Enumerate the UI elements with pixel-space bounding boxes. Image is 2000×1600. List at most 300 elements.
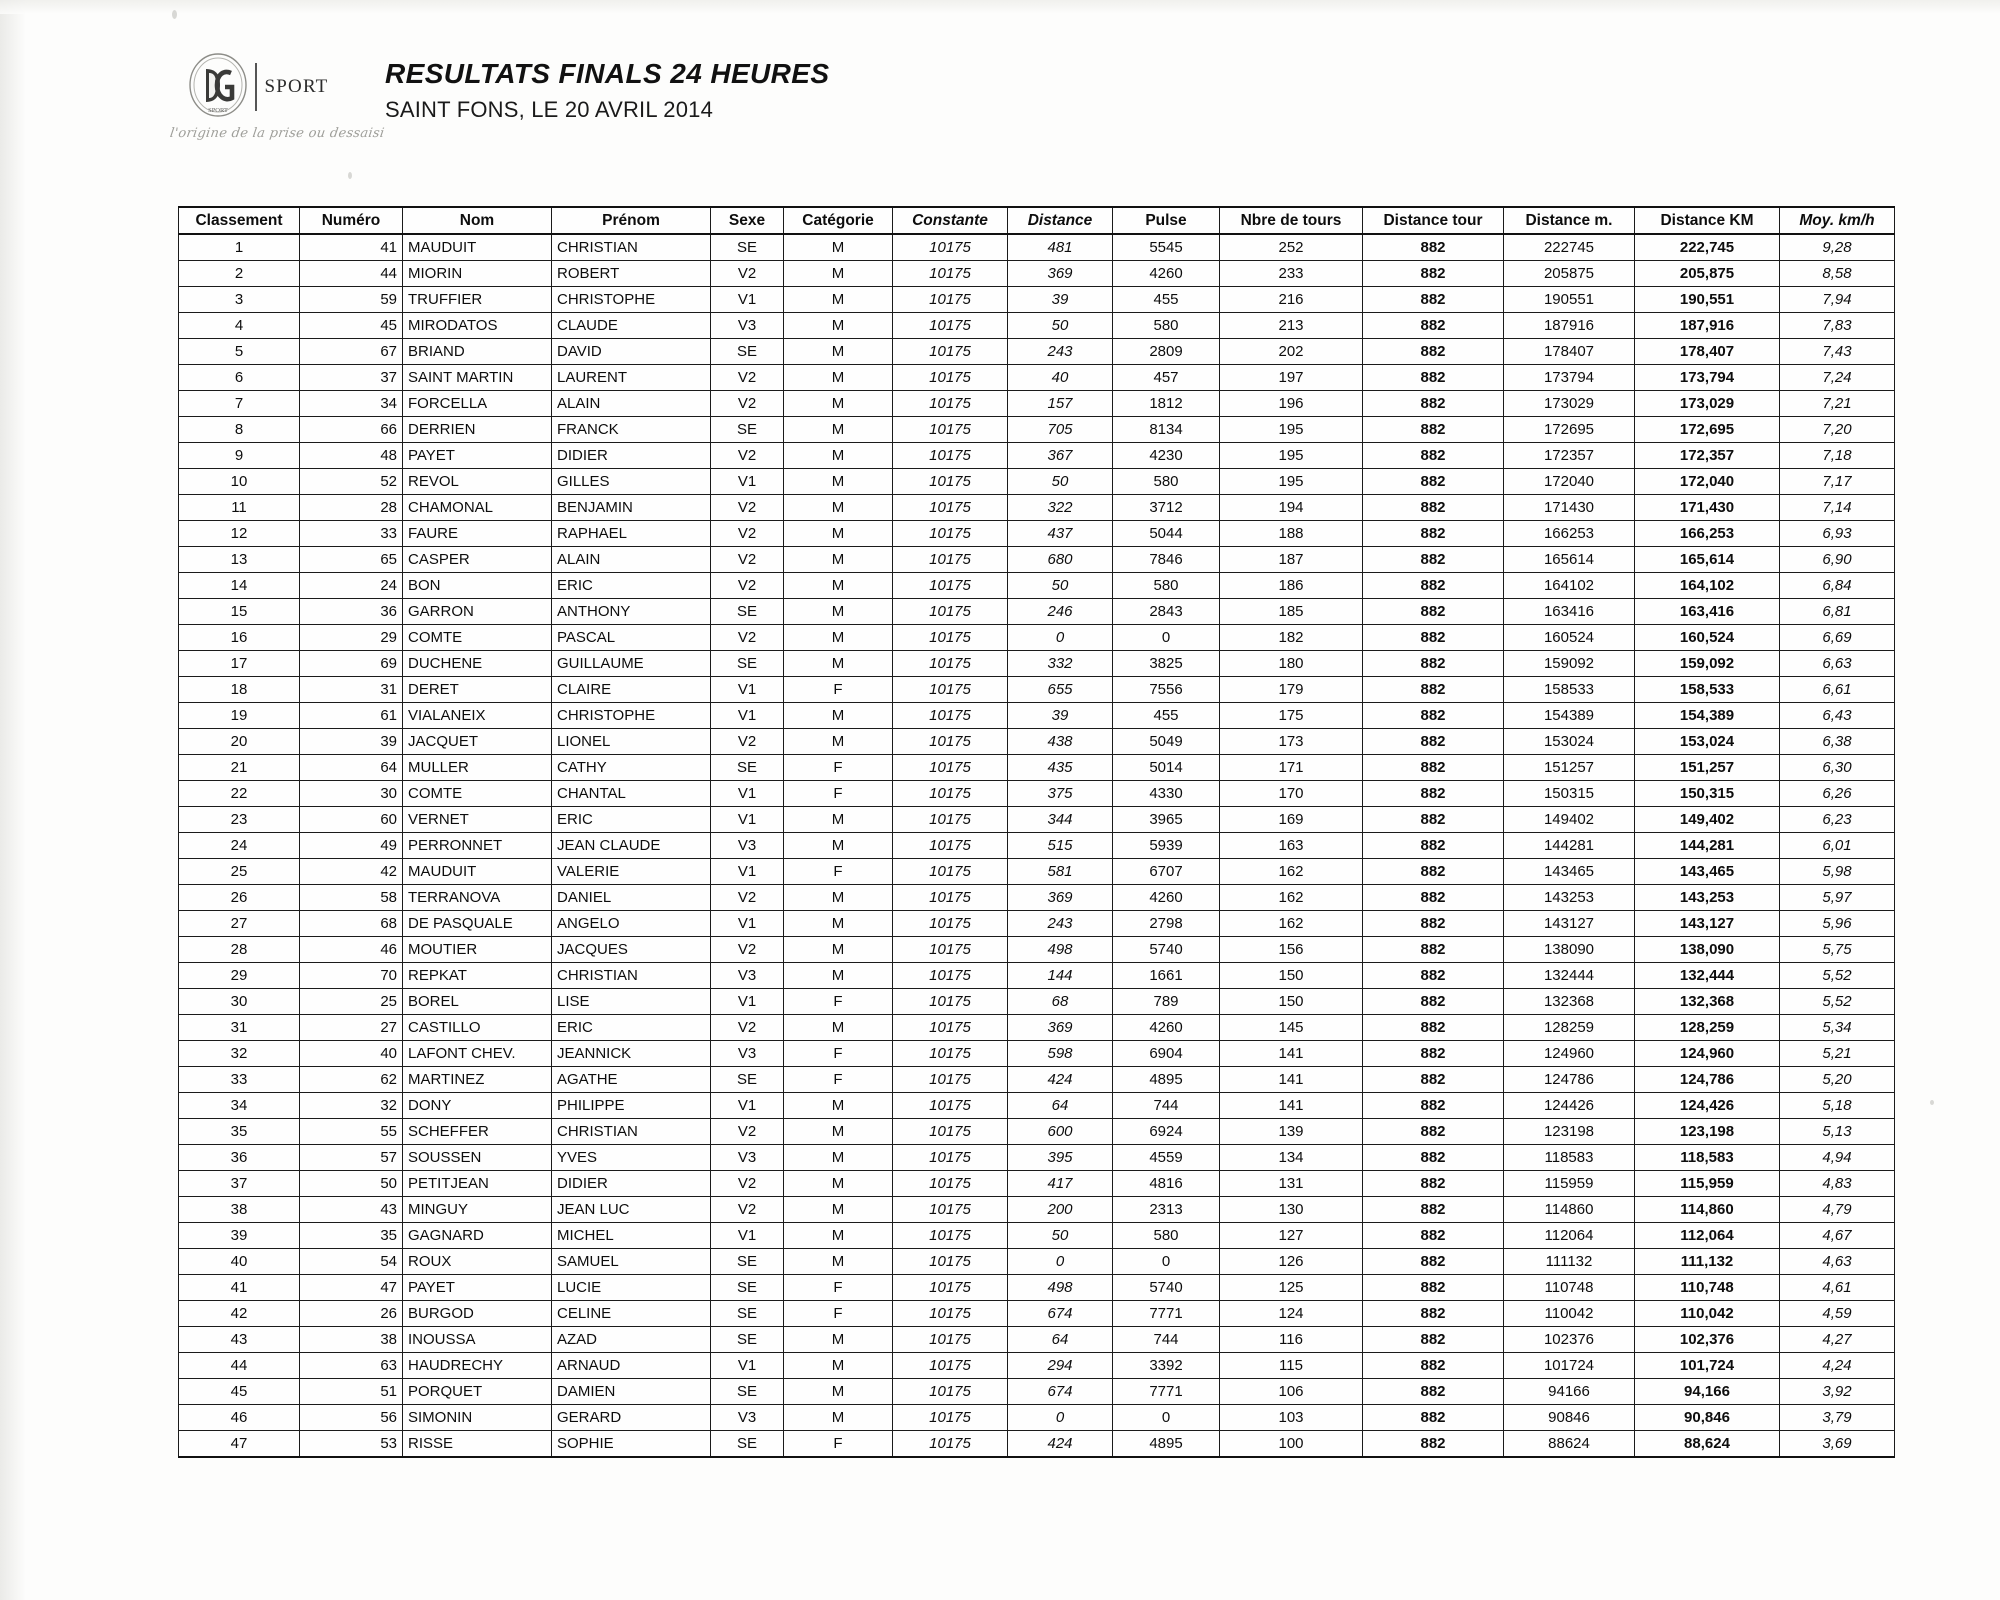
cell-distance-tour: 882: [1363, 1431, 1504, 1458]
cell-distance-km: 124,426: [1635, 1093, 1780, 1119]
column-header-sexe: Sexe: [711, 207, 784, 234]
cell-distance-tour: 882: [1363, 261, 1504, 287]
cell-pulse: 4330: [1113, 781, 1220, 807]
cell-pulse: 8134: [1113, 417, 1220, 443]
table-row: [179, 287, 1895, 313]
cell-classement: 10: [179, 469, 300, 495]
cell-distance-km: 150,315: [1635, 781, 1780, 807]
table-row: [179, 495, 1895, 521]
cell-nbre-de-tours: 170: [1220, 781, 1363, 807]
cell-nom: COMTE: [403, 625, 552, 651]
cell-classement: 28: [179, 937, 300, 963]
cell-prenom: ALAIN: [552, 391, 711, 417]
cell-distance-km: 173,029: [1635, 391, 1780, 417]
cell-distance: 598: [1008, 1041, 1113, 1067]
cell-nom: MAUDUIT: [403, 859, 552, 885]
cell-constante: 10175: [893, 1197, 1008, 1223]
cell-distance-km: 138,090: [1635, 937, 1780, 963]
cell-distance-km: 143,253: [1635, 885, 1780, 911]
cell-distance-km: 143,127: [1635, 911, 1780, 937]
table-row: [179, 417, 1895, 443]
cell-prenom: ARNAUD: [552, 1353, 711, 1379]
cell-prenom: DIDIER: [552, 1171, 711, 1197]
cell-categorie: M: [784, 885, 893, 911]
cell-pulse: 4260: [1113, 1015, 1220, 1041]
cell-distance: 438: [1008, 729, 1113, 755]
cell-constante: 10175: [893, 911, 1008, 937]
cell-pulse: 0: [1113, 625, 1220, 651]
table-row: [179, 729, 1895, 755]
cell-numero: 29: [300, 625, 403, 651]
cell-distance: 417: [1008, 1171, 1113, 1197]
table-body: [179, 234, 1895, 1457]
cell-numero: 45: [300, 313, 403, 339]
cell-constante: 10175: [893, 1327, 1008, 1353]
cell-nbre-de-tours: 145: [1220, 1015, 1363, 1041]
cell-distance-km: 171,430: [1635, 495, 1780, 521]
cell-categorie: M: [784, 521, 893, 547]
cell-sexe: V2: [711, 1171, 784, 1197]
cell-pulse: 744: [1113, 1093, 1220, 1119]
cell-constante: 10175: [893, 1249, 1008, 1275]
cell-pulse: 789: [1113, 989, 1220, 1015]
cell-sexe: V2: [711, 1119, 784, 1145]
cell-constante: 10175: [893, 521, 1008, 547]
cell-categorie: M: [784, 287, 893, 313]
cell-classement: 37: [179, 1171, 300, 1197]
cell-distance-m: 88624: [1504, 1431, 1635, 1458]
cell-constante: 10175: [893, 625, 1008, 651]
cell-moy-kmh: 7,20: [1780, 417, 1895, 443]
cell-distance-km: 94,166: [1635, 1379, 1780, 1405]
cell-prenom: PHILIPPE: [552, 1093, 711, 1119]
cell-nbre-de-tours: 162: [1220, 911, 1363, 937]
cell-classement: 8: [179, 417, 300, 443]
cell-nbre-de-tours: 163: [1220, 833, 1363, 859]
cell-distance-m: 166253: [1504, 521, 1635, 547]
cell-distance-km: 190,551: [1635, 287, 1780, 313]
cell-constante: 10175: [893, 313, 1008, 339]
cell-classement: 38: [179, 1197, 300, 1223]
cell-prenom: CHRISTOPHE: [552, 287, 711, 313]
cell-sexe: V2: [711, 521, 784, 547]
cell-moy-kmh: 6,81: [1780, 599, 1895, 625]
cell-prenom: ALAIN: [552, 547, 711, 573]
cell-distance-m: 171430: [1504, 495, 1635, 521]
cell-distance: 395: [1008, 1145, 1113, 1171]
cell-sexe: V3: [711, 313, 784, 339]
cell-distance: 50: [1008, 1223, 1113, 1249]
cell-constante: 10175: [893, 781, 1008, 807]
cell-distance-m: 124426: [1504, 1093, 1635, 1119]
cell-nom: VIALANEIX: [403, 703, 552, 729]
cell-classement: 7: [179, 391, 300, 417]
cell-prenom: JEAN CLAUDE: [552, 833, 711, 859]
cell-sexe: V2: [711, 1197, 784, 1223]
cell-categorie: F: [784, 781, 893, 807]
cell-pulse: 5939: [1113, 833, 1220, 859]
cell-pulse: 4260: [1113, 885, 1220, 911]
cell-nom: CASPER: [403, 547, 552, 573]
cell-categorie: M: [784, 391, 893, 417]
cell-distance-km: 158,533: [1635, 677, 1780, 703]
cell-prenom: AZAD: [552, 1327, 711, 1353]
cell-distance-km: 101,724: [1635, 1353, 1780, 1379]
cell-distance-m: 172040: [1504, 469, 1635, 495]
cell-numero: 39: [300, 729, 403, 755]
cell-pulse: 5044: [1113, 521, 1220, 547]
cell-prenom: GERARD: [552, 1405, 711, 1431]
cell-constante: 10175: [893, 573, 1008, 599]
cell-pulse: 7771: [1113, 1379, 1220, 1405]
cell-distance-m: 143253: [1504, 885, 1635, 911]
cell-categorie: F: [784, 1041, 893, 1067]
cell-classement: 47: [179, 1431, 300, 1458]
cell-moy-kmh: 6,38: [1780, 729, 1895, 755]
table-row: [179, 859, 1895, 885]
cell-sexe: V2: [711, 365, 784, 391]
cell-nom: MULLER: [403, 755, 552, 781]
cell-classement: 44: [179, 1353, 300, 1379]
table-row: [179, 1353, 1895, 1379]
cell-distance: 243: [1008, 911, 1113, 937]
cell-distance-km: 205,875: [1635, 261, 1780, 287]
cell-nbre-de-tours: 195: [1220, 469, 1363, 495]
cell-numero: 33: [300, 521, 403, 547]
cell-nom: ROUX: [403, 1249, 552, 1275]
cell-pulse: 7556: [1113, 677, 1220, 703]
cell-moy-kmh: 7,17: [1780, 469, 1895, 495]
cell-prenom: DIDIER: [552, 443, 711, 469]
cell-distance: 243: [1008, 339, 1113, 365]
cell-categorie: M: [784, 729, 893, 755]
table-row: [179, 833, 1895, 859]
cell-moy-kmh: 5,52: [1780, 989, 1895, 1015]
cell-nbre-de-tours: 141: [1220, 1067, 1363, 1093]
cell-moy-kmh: 7,14: [1780, 495, 1895, 521]
cell-prenom: BENJAMIN: [552, 495, 711, 521]
cell-numero: 54: [300, 1249, 403, 1275]
cell-distance-tour: 882: [1363, 651, 1504, 677]
table-row: [179, 1171, 1895, 1197]
cell-categorie: M: [784, 573, 893, 599]
table-row: [179, 573, 1895, 599]
cell-nom: BON: [403, 573, 552, 599]
cell-numero: 31: [300, 677, 403, 703]
cell-categorie: F: [784, 1431, 893, 1458]
cell-moy-kmh: 6,90: [1780, 547, 1895, 573]
cell-classement: 4: [179, 313, 300, 339]
cell-nom: REVOL: [403, 469, 552, 495]
cell-distance: 369: [1008, 1015, 1113, 1041]
cell-distance-m: 158533: [1504, 677, 1635, 703]
cell-sexe: SE: [711, 755, 784, 781]
scan-speck: [1930, 1100, 1934, 1105]
dg-monogram-logo-icon: [187, 52, 249, 122]
cell-nom: DE PASQUALE: [403, 911, 552, 937]
cell-sexe: V2: [711, 625, 784, 651]
table-row: [179, 521, 1895, 547]
cell-distance-tour: 882: [1363, 989, 1504, 1015]
cell-nbre-de-tours: 252: [1220, 234, 1363, 261]
cell-distance-km: 163,416: [1635, 599, 1780, 625]
cell-moy-kmh: 5,34: [1780, 1015, 1895, 1041]
cell-numero: 37: [300, 365, 403, 391]
cell-moy-kmh: 5,96: [1780, 911, 1895, 937]
cell-sexe: V1: [711, 1093, 784, 1119]
cell-distance-tour: 882: [1363, 1379, 1504, 1405]
cell-nom: SAINT MARTIN: [403, 365, 552, 391]
cell-moy-kmh: 4,67: [1780, 1223, 1895, 1249]
cell-moy-kmh: 4,94: [1780, 1145, 1895, 1171]
cell-distance-m: 138090: [1504, 937, 1635, 963]
cell-pulse: 5049: [1113, 729, 1220, 755]
cell-distance-km: 144,281: [1635, 833, 1780, 859]
cell-distance-m: 102376: [1504, 1327, 1635, 1353]
table-row: [179, 885, 1895, 911]
cell-sexe: V3: [711, 1041, 784, 1067]
cell-classement: 40: [179, 1249, 300, 1275]
cell-classement: 20: [179, 729, 300, 755]
cell-distance-tour: 882: [1363, 1353, 1504, 1379]
cell-pulse: 7771: [1113, 1301, 1220, 1327]
cell-distance-km: 90,846: [1635, 1405, 1780, 1431]
cell-distance-tour: 882: [1363, 1015, 1504, 1041]
cell-pulse: 6707: [1113, 859, 1220, 885]
cell-nom: BURGOD: [403, 1301, 552, 1327]
cell-distance: 424: [1008, 1431, 1113, 1458]
cell-pulse: 5545: [1113, 234, 1220, 261]
cell-prenom: VALERIE: [552, 859, 711, 885]
cell-classement: 39: [179, 1223, 300, 1249]
cell-distance-tour: 882: [1363, 755, 1504, 781]
cell-categorie: M: [784, 1379, 893, 1405]
cell-constante: 10175: [893, 1015, 1008, 1041]
cell-classement: 9: [179, 443, 300, 469]
cell-moy-kmh: 5,20: [1780, 1067, 1895, 1093]
cell-distance-tour: 882: [1363, 443, 1504, 469]
cell-moy-kmh: 4,79: [1780, 1197, 1895, 1223]
cell-distance: 50: [1008, 469, 1113, 495]
cell-prenom: LISE: [552, 989, 711, 1015]
cell-numero: 67: [300, 339, 403, 365]
column-header-constante: Constante: [893, 207, 1008, 234]
cell-distance-km: 123,198: [1635, 1119, 1780, 1145]
cell-distance-km: 112,064: [1635, 1223, 1780, 1249]
cell-distance-tour: 882: [1363, 703, 1504, 729]
cell-nbre-de-tours: 130: [1220, 1197, 1363, 1223]
cell-constante: 10175: [893, 729, 1008, 755]
cell-nom: DUCHENE: [403, 651, 552, 677]
cell-constante: 10175: [893, 937, 1008, 963]
cell-categorie: M: [784, 443, 893, 469]
cell-prenom: ANTHONY: [552, 599, 711, 625]
cell-distance: 515: [1008, 833, 1113, 859]
cell-nbre-de-tours: 116: [1220, 1327, 1363, 1353]
cell-distance-km: 222,745: [1635, 234, 1780, 261]
cell-prenom: DANIEL: [552, 885, 711, 911]
cell-sexe: V2: [711, 885, 784, 911]
cell-constante: 10175: [893, 1093, 1008, 1119]
cell-nbre-de-tours: 150: [1220, 963, 1363, 989]
cell-nbre-de-tours: 127: [1220, 1223, 1363, 1249]
cell-numero: 40: [300, 1041, 403, 1067]
cell-distance: 680: [1008, 547, 1113, 573]
cell-constante: 10175: [893, 391, 1008, 417]
cell-classement: 42: [179, 1301, 300, 1327]
cell-classement: 18: [179, 677, 300, 703]
logo-divider: [255, 63, 257, 111]
cell-numero: 44: [300, 261, 403, 287]
cell-categorie: M: [784, 651, 893, 677]
cell-constante: 10175: [893, 1379, 1008, 1405]
cell-numero: 36: [300, 599, 403, 625]
cell-classement: 2: [179, 261, 300, 287]
cell-distance-m: 143127: [1504, 911, 1635, 937]
cell-classement: 23: [179, 807, 300, 833]
cell-prenom: ERIC: [552, 1015, 711, 1041]
cell-pulse: 4895: [1113, 1431, 1220, 1458]
cell-constante: 10175: [893, 339, 1008, 365]
page-title: RESULTATS FINALS 24 HEURES: [385, 58, 830, 89]
cell-prenom: CHRISTIAN: [552, 963, 711, 989]
cell-categorie: F: [784, 989, 893, 1015]
cell-moy-kmh: 4,59: [1780, 1301, 1895, 1327]
cell-nbre-de-tours: 131: [1220, 1171, 1363, 1197]
cell-nbre-de-tours: 125: [1220, 1275, 1363, 1301]
cell-nom: HAUDRECHY: [403, 1353, 552, 1379]
cell-nom: MIORIN: [403, 261, 552, 287]
cell-pulse: 4559: [1113, 1145, 1220, 1171]
cell-numero: 28: [300, 495, 403, 521]
cell-numero: 70: [300, 963, 403, 989]
cell-constante: 10175: [893, 963, 1008, 989]
cell-sexe: V2: [711, 495, 784, 521]
cell-nbre-de-tours: 162: [1220, 859, 1363, 885]
cell-classement: 29: [179, 963, 300, 989]
cell-numero: 42: [300, 859, 403, 885]
brand-tagline: l'origine de la prise ou dessaisi: [168, 126, 386, 141]
cell-distance: 498: [1008, 1275, 1113, 1301]
cell-distance-m: 160524: [1504, 625, 1635, 651]
cell-moy-kmh: 5,13: [1780, 1119, 1895, 1145]
cell-distance-m: 172695: [1504, 417, 1635, 443]
cell-sexe: V3: [711, 1405, 784, 1431]
cell-distance-m: 132368: [1504, 989, 1635, 1015]
cell-sexe: V1: [711, 911, 784, 937]
cell-distance-tour: 882: [1363, 1301, 1504, 1327]
cell-categorie: M: [784, 1223, 893, 1249]
cell-nom: LAFONT CHEV.: [403, 1041, 552, 1067]
cell-numero: 52: [300, 469, 403, 495]
cell-nbre-de-tours: 180: [1220, 651, 1363, 677]
cell-distance-m: 164102: [1504, 573, 1635, 599]
cell-moy-kmh: 6,43: [1780, 703, 1895, 729]
cell-distance-tour: 882: [1363, 1405, 1504, 1431]
cell-numero: 68: [300, 911, 403, 937]
cell-moy-kmh: 4,24: [1780, 1353, 1895, 1379]
cell-nom: RISSE: [403, 1431, 552, 1458]
cell-distance: 200: [1008, 1197, 1113, 1223]
cell-nom: CHAMONAL: [403, 495, 552, 521]
cell-distance-m: 153024: [1504, 729, 1635, 755]
cell-constante: 10175: [893, 807, 1008, 833]
cell-pulse: 744: [1113, 1327, 1220, 1353]
cell-categorie: M: [784, 911, 893, 937]
cell-numero: 48: [300, 443, 403, 469]
cell-numero: 51: [300, 1379, 403, 1405]
cell-constante: 10175: [893, 469, 1008, 495]
cell-categorie: M: [784, 495, 893, 521]
cell-sexe: V1: [711, 989, 784, 1015]
cell-distance-tour: 882: [1363, 807, 1504, 833]
table-row: [179, 1379, 1895, 1405]
cell-constante: 10175: [893, 443, 1008, 469]
cell-sexe: SE: [711, 1327, 784, 1353]
cell-numero: 35: [300, 1223, 403, 1249]
cell-numero: 47: [300, 1275, 403, 1301]
cell-categorie: M: [784, 339, 893, 365]
cell-categorie: F: [784, 755, 893, 781]
cell-nbre-de-tours: 185: [1220, 599, 1363, 625]
cell-pulse: 580: [1113, 469, 1220, 495]
cell-numero: 69: [300, 651, 403, 677]
cell-moy-kmh: 7,43: [1780, 339, 1895, 365]
cell-prenom: CLAIRE: [552, 677, 711, 703]
cell-classement: 35: [179, 1119, 300, 1145]
cell-categorie: M: [784, 807, 893, 833]
cell-sexe: V1: [711, 781, 784, 807]
cell-moy-kmh: 6,63: [1780, 651, 1895, 677]
cell-prenom: GILLES: [552, 469, 711, 495]
cell-distance: 581: [1008, 859, 1113, 885]
cell-prenom: SAMUEL: [552, 1249, 711, 1275]
cell-categorie: M: [784, 1119, 893, 1145]
cell-distance-tour: 882: [1363, 1249, 1504, 1275]
cell-constante: 10175: [893, 1041, 1008, 1067]
cell-pulse: 5740: [1113, 1275, 1220, 1301]
cell-nbre-de-tours: 134: [1220, 1145, 1363, 1171]
table-row: [179, 677, 1895, 703]
cell-constante: 10175: [893, 1431, 1008, 1458]
cell-constante: 10175: [893, 1405, 1008, 1431]
cell-distance-km: 124,960: [1635, 1041, 1780, 1067]
cell-nbre-de-tours: 188: [1220, 521, 1363, 547]
cell-nom: GAGNARD: [403, 1223, 552, 1249]
cell-constante: 10175: [893, 1223, 1008, 1249]
cell-numero: 53: [300, 1431, 403, 1458]
cell-moy-kmh: 3,79: [1780, 1405, 1895, 1431]
cell-classement: 46: [179, 1405, 300, 1431]
cell-nom: PETITJEAN: [403, 1171, 552, 1197]
cell-distance: 705: [1008, 417, 1113, 443]
cell-nom: SOUSSEN: [403, 1145, 552, 1171]
cell-nbre-de-tours: 182: [1220, 625, 1363, 651]
cell-distance-m: 118583: [1504, 1145, 1635, 1171]
cell-moy-kmh: 7,18: [1780, 443, 1895, 469]
cell-numero: 59: [300, 287, 403, 313]
cell-pulse: 4816: [1113, 1171, 1220, 1197]
cell-moy-kmh: 6,01: [1780, 833, 1895, 859]
cell-classement: 21: [179, 755, 300, 781]
cell-moy-kmh: 6,26: [1780, 781, 1895, 807]
cell-distance-m: 159092: [1504, 651, 1635, 677]
cell-classement: 43: [179, 1327, 300, 1353]
cell-sexe: V2: [711, 443, 784, 469]
cell-sexe: SE: [711, 1275, 784, 1301]
cell-nom: MIRODATOS: [403, 313, 552, 339]
cell-distance-tour: 882: [1363, 885, 1504, 911]
